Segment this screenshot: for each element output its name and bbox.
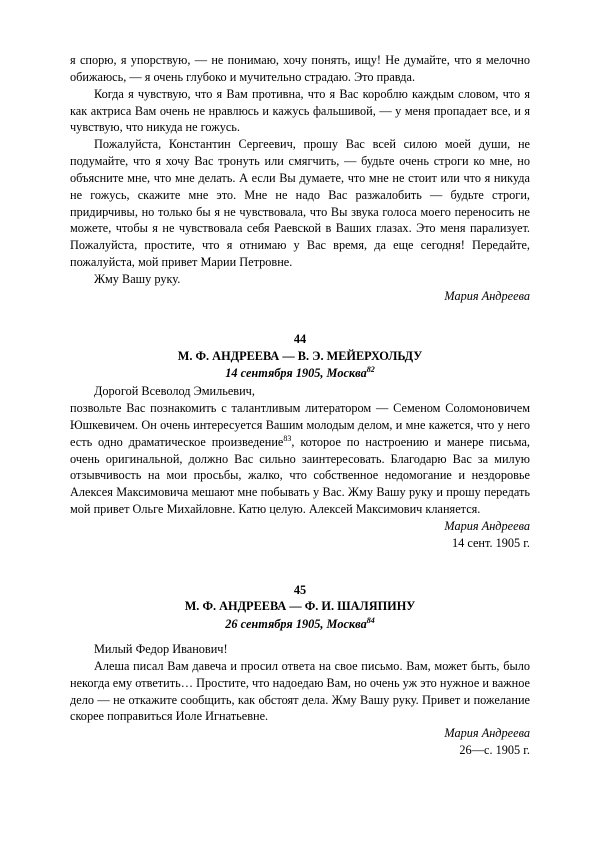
signature: Мария Андреева bbox=[444, 518, 530, 533]
salutation: Дорогой Всеволод Эмильевич, bbox=[94, 384, 255, 399]
letter-date-text: 14 сентября 1905, Москва bbox=[225, 366, 367, 381]
salutation: Милый Федор Иванович! bbox=[94, 642, 228, 657]
signature: Мария Андреева bbox=[444, 288, 530, 303]
spacer bbox=[70, 305, 530, 331]
letter-title: М. Ф. АНДРЕЕВА — В. Э. МЕЙЕРХОЛЬДУ bbox=[177, 348, 423, 363]
letter-date bbox=[70, 365, 530, 383]
letter-body: позвольте Вас познакомить с талантливым литератором — Семеном Соломоновичем Юшкевичем. Он очень интересуется Вашим молодым делом, и мне кажется, что у него есть одно драматическое произведение$^{83}$, которое по настроению и манере письма, очень оригинальной, должно Вас сильно заинтересовать. Благодарю Вас за милую отзывчивость на мои просьбы, жалко, что собственное недомогание и нездоровье Алексея Максимовича мешают мне побывать у Вас. Жму Вашу руку и прошу передать мой привет Ольге Михайловне. Катю целую. Алексей Максимович кланяется. bbox=[70, 401, 530, 517]
letter-date-text: 26 сентября 1905, Москва bbox=[225, 617, 367, 632]
spacer bbox=[70, 552, 530, 582]
spacer bbox=[70, 634, 530, 641]
letter-number: 45 bbox=[293, 582, 307, 597]
signature: Мария Андреева bbox=[444, 726, 530, 741]
paragraph: я спорю, я упорствую, — не понимаю, хочу понять, ищу! Не думайте, что я мелочно обижаюсь, — я очень глубоко и мучительно страдаю. Это правда. bbox=[70, 53, 530, 84]
letter-number: 44 bbox=[293, 331, 307, 346]
letter-date bbox=[70, 616, 530, 634]
signature-date: 26—с. 1905 г. bbox=[459, 743, 530, 758]
paragraph: Когда я чувствую, что я Вам противна, что я Вас короблю каждым словом, что я как актриса Вам очень не нравлюсь и кажусь фальшивой, — у меня пропадает все, и я чувствую, что никуда не гожусь. bbox=[70, 86, 530, 135]
paragraph: Пожалуйста, Константин Сергеевич, прошу Вас всей силою моей души, не подумайте, что я хочу Вас тронуть или смягчить, — будьте очень строги ко мне, но объясните мне, что мне делать. А если Вы думаете, что мне не стоит или что я никуда не гожусь, скажите мне это. Мне не надо Вас разжалобить — будьте строги, придирчивы, но только бы я не чувствовала, что Вы звука голоса моего переносить не можете, чтобы я не чувствовала себя Раевской в Ваших глазах. Это меня парализует. Пожалуйста, простите, что я отнимаю у Вас время, да еще сегодня! Передайте, пожалуйста, мой привет Марии Петровне. bbox=[70, 137, 530, 270]
footnote-ref: 84 bbox=[366, 616, 375, 626]
paragraph: Жму Вашу руку. bbox=[94, 271, 181, 286]
letter-body: Алеша писал Вам давеча и просил ответа на свое письмо. Вам, может быть, было некогда ему ответить… Простите, что надоедаю Вам, но очень уж это нужное и важное дело — не откажите сообщить, как обстоят дела. Жму Вашу руку. Привет и пожелание скорее поправиться Иоле Игнатьевне. bbox=[70, 658, 530, 724]
letter-title: М. Ф. АНДРЕЕВА — Ф. И. ШАЛЯПИНУ bbox=[184, 599, 416, 614]
footnote-ref: 82 bbox=[366, 365, 375, 375]
signature-date: 14 сент. 1905 г. bbox=[451, 535, 530, 550]
